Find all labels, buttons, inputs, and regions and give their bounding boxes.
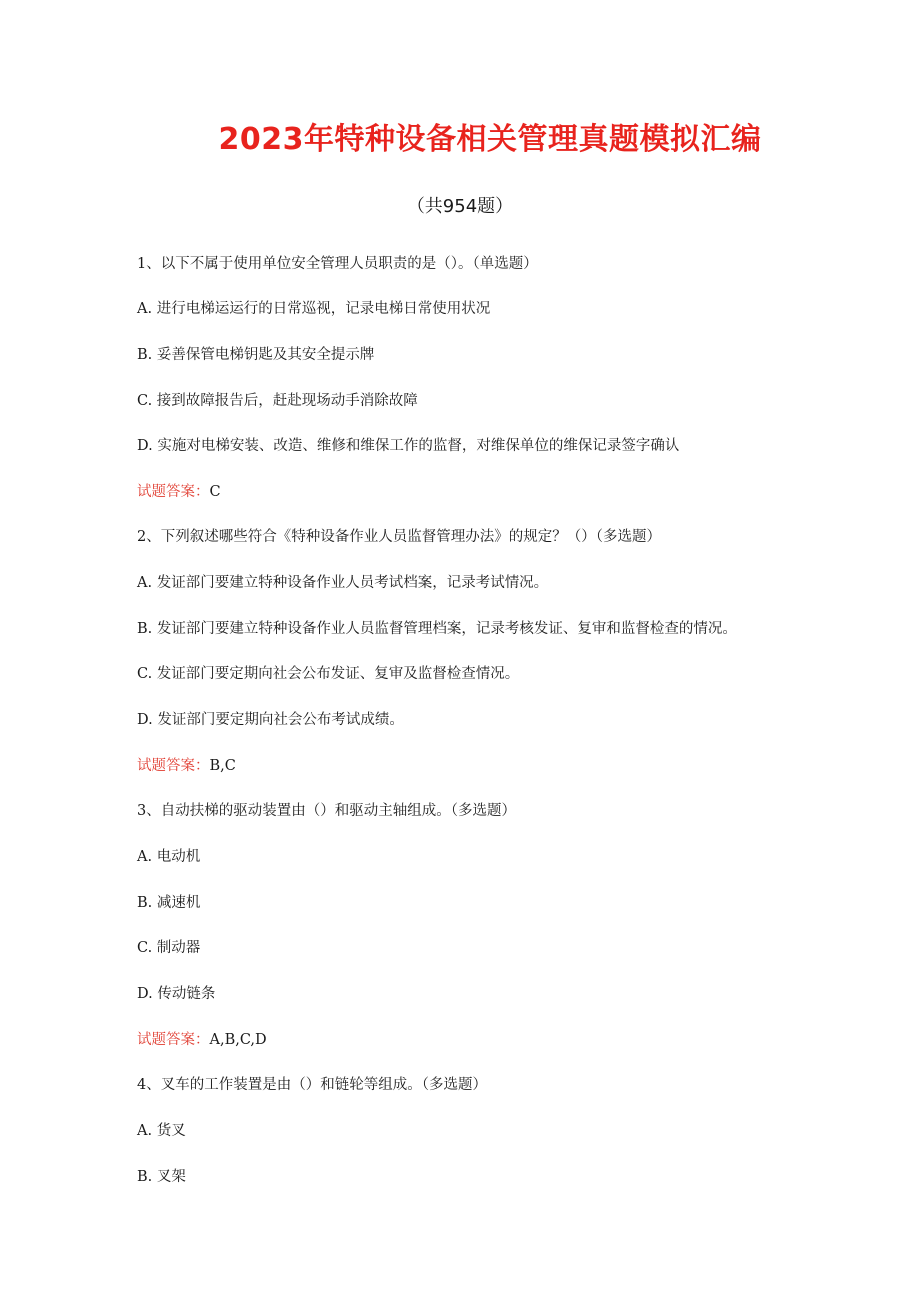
question-2-option-c: C. 发证部门要定期向社会公布发证、复审及监督检查情况。 bbox=[137, 666, 520, 682]
question-1-answer bbox=[137, 482, 221, 502]
question-3-option-c: C. 制动器 bbox=[137, 940, 201, 956]
question-3-stem: 3、自动扶梯的驱动装置由（）和驱动主轴组成。（多选题） bbox=[137, 803, 516, 819]
question-1-option-a: A. 进行电梯运运行的日常巡视，记录电梯日常使用状况 bbox=[137, 301, 491, 317]
answer-value: B,C bbox=[209, 758, 236, 774]
question-3-option-d: D. 传动链条 bbox=[137, 986, 216, 1002]
answer-value: A,B,C,D bbox=[209, 1032, 267, 1048]
question-1-option-d: D. 实施对电梯安装、改造、维修和维保工作的监督，对维保单位的维保记录签字确认 bbox=[137, 438, 680, 454]
question-1-option-b: B. 妥善保管电梯钥匙及其安全提示牌 bbox=[137, 347, 375, 363]
question-3-option-b: B. 减速机 bbox=[137, 895, 201, 911]
question-4-option-a: A. 货叉 bbox=[137, 1123, 186, 1139]
answer-label: 试题答案： bbox=[137, 758, 210, 774]
question-4-stem: 4、叉车的工作装置是由（）和链轮等组成。（多选题） bbox=[137, 1077, 487, 1093]
document-title: 2023年特种设备相关管理真题模拟汇编 bbox=[218, 122, 762, 157]
question-3-option-a: A. 电动机 bbox=[137, 849, 201, 865]
question-2-option-a: A. 发证部门要建立特种设备作业人员考试档案，记录考试情况。 bbox=[137, 575, 549, 591]
answer-value: C bbox=[209, 484, 221, 500]
answer-label: 试题答案： bbox=[137, 1032, 210, 1048]
question-2-answer bbox=[137, 756, 236, 776]
document-subtitle: （共954题） bbox=[406, 196, 514, 217]
question-1-stem: 1、以下不属于使用单位安全管理人员职责的是（）。（单选题） bbox=[137, 256, 538, 272]
question-4-option-b: B. 叉架 bbox=[137, 1169, 186, 1185]
answer-label: 试题答案： bbox=[137, 484, 210, 500]
question-2-option-d: D. 发证部门要定期向社会公布考试成绩。 bbox=[137, 712, 404, 728]
question-2-stem: 2、下列叙述哪些符合《特种设备作业人员监督管理办法》的规定？（）（多选题） bbox=[137, 529, 661, 545]
question-2-option-b: B. 发证部门要建立特种设备作业人员监督管理档案，记录考核发证、复审和监督检查的情况。 bbox=[137, 621, 737, 637]
question-3-answer bbox=[137, 1030, 267, 1050]
question-1-option-c: C. 接到故障报告后，赶赴现场动手消除故障 bbox=[137, 393, 418, 409]
